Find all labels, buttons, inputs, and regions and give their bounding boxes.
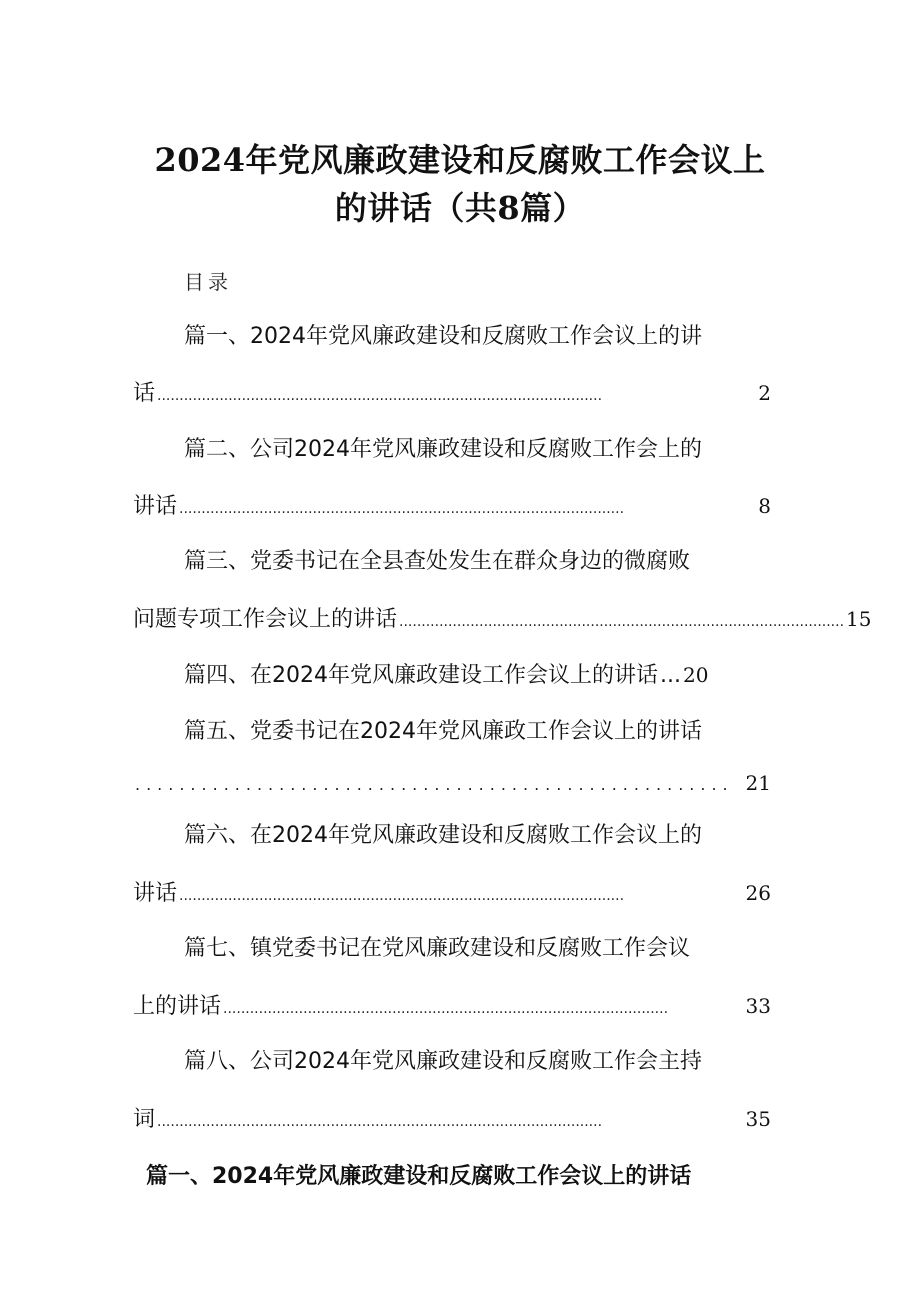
document-title-line-1: 2024年党风廉政建设和反腐败工作会议上 <box>154 141 766 179</box>
toc-entry-text: 话 <box>133 381 156 406</box>
toc-entry-3-line-1[interactable]: 篇三、党委书记在全县查处发生在群众身边的微腐败 <box>184 549 691 574</box>
toc-page-number: 33 <box>745 994 771 1018</box>
toc-page-number: 15 <box>846 607 872 631</box>
dot-leader: .................................................................................................... <box>157 1114 603 1130</box>
dot-leader: .................................................................................................... <box>157 388 603 404</box>
toc-entry-text: 讲话 <box>133 881 178 906</box>
toc-entry-5-line-2[interactable] <box>133 768 771 800</box>
toc-entry-3-line-2[interactable] <box>133 604 872 637</box>
document-title-line-2: 的讲话（共8篇） <box>334 189 586 227</box>
toc-page-number: 2 <box>758 381 771 405</box>
toc-entry-7-line-1[interactable]: 篇七、镇党委书记在党风廉政建设和反腐败工作会议 <box>184 936 691 961</box>
dot-leader: .................................................................................................... <box>223 1001 669 1017</box>
toc-page-number: 8 <box>758 494 771 518</box>
dot-leader: ... <box>660 663 681 688</box>
toc-entry-8-line-1[interactable]: 篇八、公司2024年党风廉政建设和反腐败工作会主持 <box>184 1049 702 1074</box>
toc-entry-8-line-2[interactable] <box>133 1104 771 1137</box>
toc-entry-6-line-1[interactable]: 篇六、在2024年党风廉政建设和反腐败工作会议上的 <box>184 823 702 848</box>
toc-entry-text: 问题专项工作会议上的讲话 <box>133 607 398 632</box>
dot-leader: ...................................................... <box>135 775 734 794</box>
section-heading: 篇一、2024年党风廉政建设和反腐败工作会议上的讲话 <box>146 1164 692 1189</box>
toc-page-number: 26 <box>745 881 771 905</box>
toc-heading: 目录 <box>184 270 232 294</box>
toc-entry-1-line-1[interactable]: 篇一、2024年党风廉政建设和反腐败工作会议上的讲 <box>184 324 702 349</box>
toc-entry-1-line-2[interactable] <box>133 378 771 411</box>
toc-entry-2-line-2[interactable] <box>133 491 771 524</box>
toc-entry-text: 篇四、在2024年党风廉政建设工作会议上的讲话 <box>184 663 658 688</box>
toc-entry-4[interactable] <box>184 660 722 691</box>
toc-page-number: 35 <box>745 1107 771 1131</box>
toc-entry-2-line-1[interactable]: 篇二、公司2024年党风廉政建设和反腐败工作会上的 <box>184 437 702 462</box>
toc-entry-6-line-2[interactable] <box>133 878 771 911</box>
toc-entry-text: 讲话 <box>133 494 178 519</box>
toc-page-number: 20 <box>682 663 709 687</box>
dot-leader: .................................................................................................... <box>179 501 625 517</box>
toc-entry-7-line-2[interactable] <box>133 991 771 1024</box>
dot-leader: .................................................................................................... <box>399 614 845 630</box>
toc-entry-text: 词 <box>133 1107 156 1132</box>
toc-entry-5-line-1[interactable]: 篇五、党委书记在2024年党风廉政工作会议上的讲话 <box>184 719 702 744</box>
toc-page-number: 21 <box>745 771 771 795</box>
dot-leader: .................................................................................................... <box>179 888 625 904</box>
toc-entry-text: 上的讲话 <box>133 994 222 1019</box>
